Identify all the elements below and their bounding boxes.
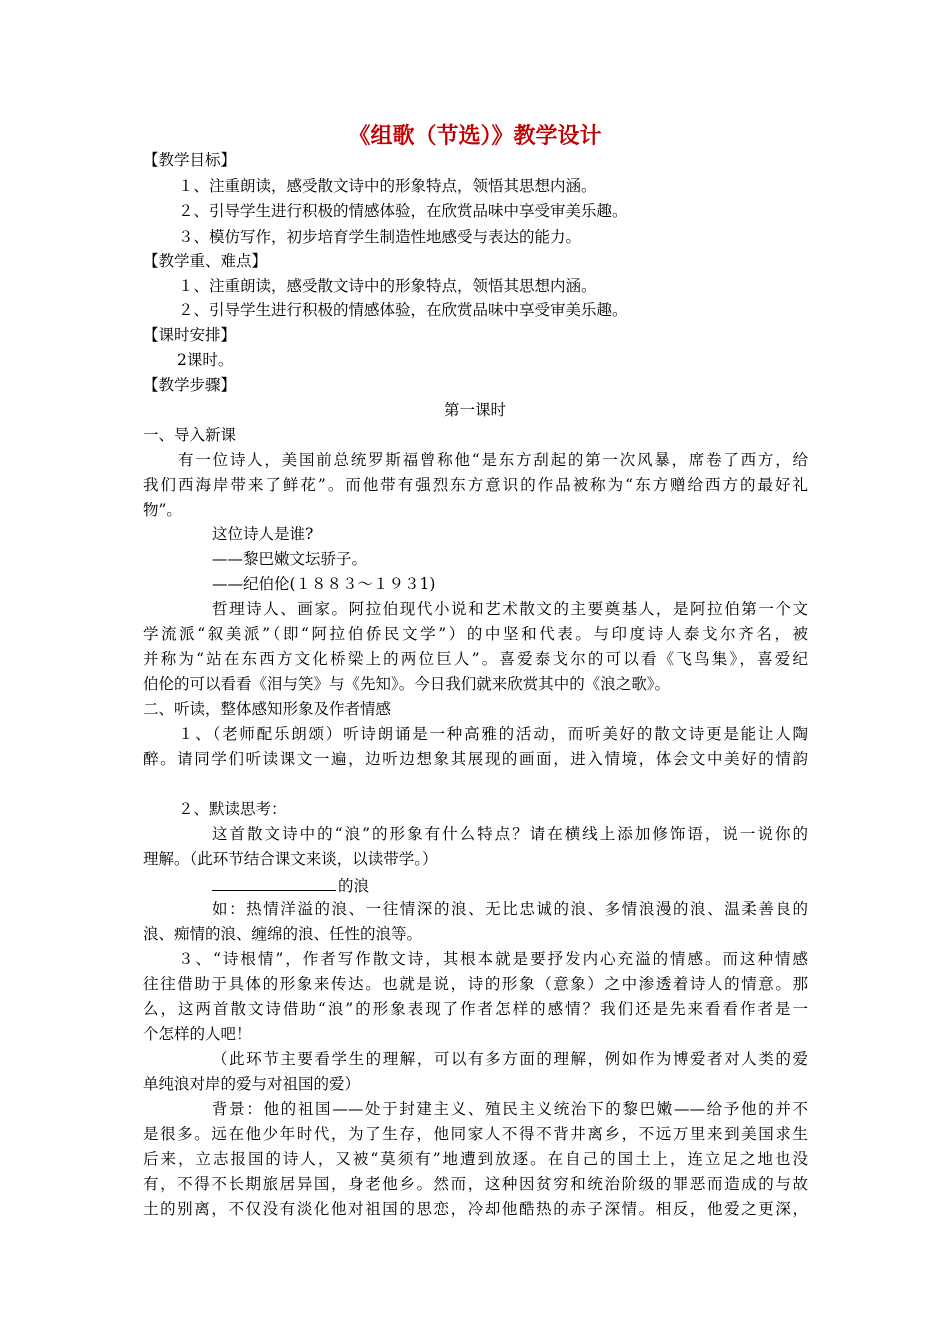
paragraph-line: 个怎样的人吧！ (143, 1025, 252, 1043)
paragraph-line: 我们西海岸带来了鲜花”。而他带有强烈东方意识的作品被称为“东方赠给西方的最好礼 (143, 476, 808, 494)
part-two-heading: 二、听读，整体感知形象及作者情感 (143, 700, 392, 718)
document-title: 《组歌（节选）》教学设计 (348, 123, 602, 149)
paragraph-line: 么，这两首散文诗借助“浪”的形象表现了作者怎样的感情？我们还是先来看看作者是一 (143, 1000, 808, 1018)
objective-1: １、注重朗读，感受散文诗中的形象特点，领悟其思想内涵。 (178, 177, 597, 195)
lesson-one-heading: 第一课时 (443, 401, 506, 419)
fill-in-blank-line (212, 872, 369, 898)
paragraph-line: 醉。请同学们听读课文一遍，边听边想象其展现的画面，进入情境，体会文中美好的情韵 (143, 750, 808, 768)
paragraph-line: 哲理诗人、画家。阿拉伯现代小说和艺术散文的主要奠基人，是阿拉伯第一个文 (212, 600, 808, 618)
blank-suffix: 的浪 (338, 877, 370, 895)
paragraph-line: 浪、痴情的浪、缠绵的浪、任性的浪等。 (143, 925, 423, 943)
blank-underline (212, 872, 336, 891)
objective-2: ２、引导学生进行积极的情感体验，在欣赏品味中享受审美乐趣。 (178, 202, 628, 220)
schedule-text: 2课时。 (177, 351, 234, 369)
key-point-1: １、注重朗读，感受散文诗中的形象特点，领悟其思想内涵。 (178, 277, 597, 295)
paragraph-line: 土的别离，不仅没有淡化他对祖国的思恋，冷却他酷热的赤子深情。相反，他爱之更深， (143, 1200, 808, 1218)
step-heading: ２、默读思考： (178, 800, 287, 818)
paragraph-line: 往往借助于具体的形象来传达。也就是说，诗的形象（意象）之中渗透着诗人的情意。那 (143, 975, 808, 993)
section-heading-steps: 【教学步骤】 (143, 376, 237, 394)
paragraph-line: 单纯浪对岸的爱与对祖国的爱） (143, 1075, 361, 1093)
paragraph-line: 物”。 (143, 501, 182, 519)
paragraph-line: １、（老师配乐朗颂）听诗朗诵是一种高雅的活动，而听美好的散文诗更是能让人陶 (178, 725, 808, 743)
paragraph-line: 理解。（此环节结合课文来谈，以读带学。） (143, 850, 438, 868)
section-heading-objectives: 【教学目标】 (143, 151, 237, 169)
paragraph-line: 学流派“叙美派”（即“阿拉伯侨民文学”）的中坚和代表。与印度诗人泰戈尔齐名，被 (143, 625, 808, 643)
paragraph-line: 是很多。远在他少年时代，为了生存，他同家人不得不背井离乡，不远万里来到美国求生 (143, 1125, 808, 1143)
paragraph-line: 如：热情洋溢的浪、一往情深的浪、无比忠诚的浪、多情浪漫的浪、温柔善良的 (212, 900, 808, 918)
question-line: 这位诗人是谁? (212, 525, 314, 543)
paragraph-line: ３、“诗根情”，作者写作散文诗，其根本就是要抒发内心充溢的情感。而这种情感 (178, 950, 808, 968)
paragraph-line: 伯伦的可以看看《泪与笑》与《先知》。今日我们就来欣赏其中的《浪之歌》。 (143, 675, 671, 693)
paragraph-line: 这首散文诗中的“浪”的形象有什么特点？请在横线上添加修饰语，说一说你的 (212, 825, 808, 843)
objective-3: ３、模仿写作，初步培育学生制造性地感受与表达的能力。 (178, 228, 582, 246)
part-one-heading: 一、导入新课 (143, 426, 237, 444)
answer-line: ——黎巴嫩文坛骄子。 (212, 550, 368, 568)
paragraph-line: 有，不得不长期旅居异国，身老他乡。然而，这种因贫穷和统治阶级的罪恶而造成的与故 (143, 1175, 808, 1193)
section-heading-schedule: 【课时安排】 (143, 326, 237, 344)
paragraph-line: 背景：他的祖国——处于封建主义、殖民主义统治下的黎巴嫩——给予他的并不 (212, 1100, 808, 1118)
paragraph-line: 后来，立志报国的诗人，又被“莫须有”地遭到放逐。在自己的国土上，连立足之地也没 (143, 1150, 808, 1168)
section-heading-key-points: 【教学重、难点】 (143, 252, 268, 270)
paragraph-line: 并称为“站在东西方文化桥梁上的两位巨人”。喜爱泰戈尔的可以看《飞鸟集》，喜爱纪 (143, 650, 808, 668)
key-point-2: ２、引导学生进行积极的情感体验，在欣赏品味中享受审美乐趣。 (178, 301, 628, 319)
answer-line: ——纪伯伦(１８８３～１９３1) (212, 575, 436, 593)
paragraph-line: （此环节主要看学生的理解，可以有多方面的理解，例如作为博爱者对人类的爱 (212, 1050, 808, 1068)
paragraph-line: 有一位诗人，美国前总统罗斯福曾称他“是东方刮起的第一次风暴，席卷了西方，给 (178, 451, 808, 469)
